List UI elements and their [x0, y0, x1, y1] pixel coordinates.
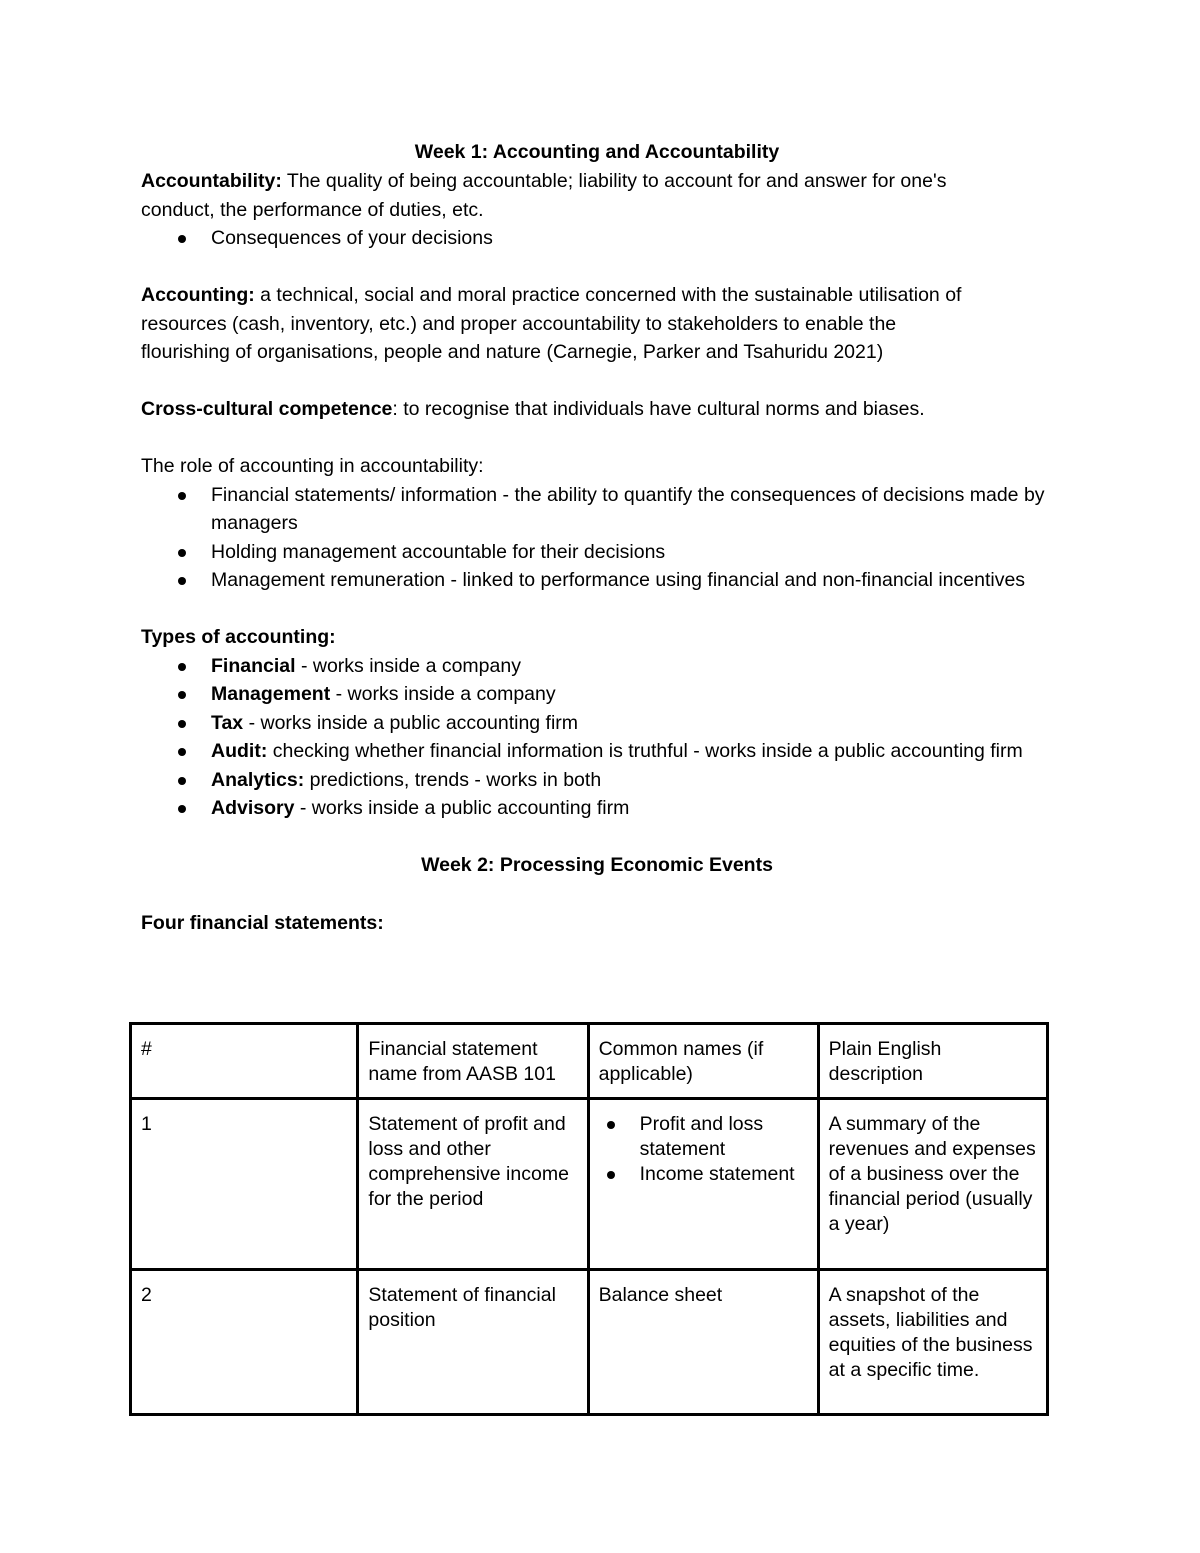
list-item: Tax - works inside a public accounting firm: [141, 709, 1053, 738]
header-cell-common: Common names (if applicable): [588, 1024, 818, 1099]
list-item: Profit and loss statement: [570, 1112, 808, 1162]
types-list: [141, 652, 1053, 823]
bullet-icon: [178, 805, 186, 813]
accounting-term: Accounting:: [141, 284, 255, 306]
crosscultural-term: Cross-cultural competence: [141, 398, 393, 420]
bullet-icon: [178, 492, 186, 500]
row-number: 1: [131, 1099, 358, 1270]
bullet-icon: [607, 1121, 615, 1129]
bullet-icon: [178, 691, 186, 699]
accountability-list: [141, 224, 1053, 253]
header-cell-name: Financial statement name from AASB 101: [358, 1024, 588, 1099]
accountability-term: Accountability:: [141, 170, 282, 192]
accounting-definition: Accounting: a technical, social and moral practice concerned with the sustainable utilisation of resources (cash, inventory, etc.) and proper accountability to stakeholders to enable the flourishing of organisations, people and nature (Carnegie, Parker and Tsahuridu 2021): [141, 284, 962, 363]
list-item: Financial - works inside a company: [141, 652, 1053, 681]
table-row: [131, 1099, 1048, 1270]
row-common-names: [588, 1099, 818, 1270]
table-row: [131, 1270, 1048, 1415]
row-number: 2: [131, 1270, 358, 1415]
row-statement-name: Statement of financial position: [358, 1270, 588, 1415]
list-item: Advisory - works inside a public accounting firm: [141, 794, 1053, 823]
list-item: Management remuneration - linked to performance using financial and non-financial incentives: [141, 566, 1053, 595]
bullet-icon: [178, 577, 186, 585]
row-description: A summary of the revenues and expenses of a business over the financial period (usually a year): [818, 1099, 1047, 1270]
crosscultural-definition: Cross-cultural competence: to recognise that individuals have cultural norms and biases.: [141, 398, 925, 420]
types-heading: Types of accounting:: [141, 626, 336, 648]
accountability-definition: Accountability: The quality of being accountable; liability to account for and answer for one's conduct, the performance of duties, etc.: [141, 170, 947, 221]
list-item: Analytics: predictions, trends - works in both: [141, 766, 1053, 795]
financial-statements-table: [129, 1022, 1049, 1416]
list-item: Income statement: [570, 1162, 808, 1187]
list-item: Holding management accountable for their decisions: [141, 538, 1053, 567]
bullet-icon: [178, 777, 186, 785]
table-header-row: [131, 1024, 1048, 1099]
week1-title: Week 1: Accounting and Accountability: [414, 141, 780, 163]
bullet-icon: [178, 235, 186, 243]
document-page: [141, 138, 1053, 937]
bullet-icon: [178, 748, 186, 756]
row-description: A snapshot of the assets, liabilities and equities of the business at a specific time.: [818, 1270, 1047, 1415]
list-item: Audit: checking whether financial information is truthful - works inside a public accounting firm: [141, 737, 1053, 766]
common-names-list: [570, 1112, 808, 1187]
header-cell-number: #: [131, 1024, 358, 1099]
role-intro: The role of accounting in accountability:: [141, 455, 484, 477]
bullet-icon: [178, 663, 186, 671]
role-list: [141, 481, 1053, 595]
row-common-names: Balance sheet: [588, 1270, 818, 1415]
bullet-icon: [178, 720, 186, 728]
bullet-icon: [607, 1171, 615, 1179]
statements-heading: Four financial statements:: [141, 911, 384, 934]
list-item: Management - works inside a company: [141, 680, 1053, 709]
row-statement-name: Statement of profit and loss and other comprehensive income for the period: [358, 1099, 588, 1270]
list-item: Financial statements/ information - the ability to quantify the consequences of decisions made by managers: [141, 481, 1053, 538]
week2-title: Week 2: Processing Economic Events: [421, 854, 773, 876]
list-item: Consequences of your decisions: [141, 224, 1053, 253]
header-cell-description: Plain English description: [818, 1024, 1047, 1099]
bullet-icon: [178, 549, 186, 557]
